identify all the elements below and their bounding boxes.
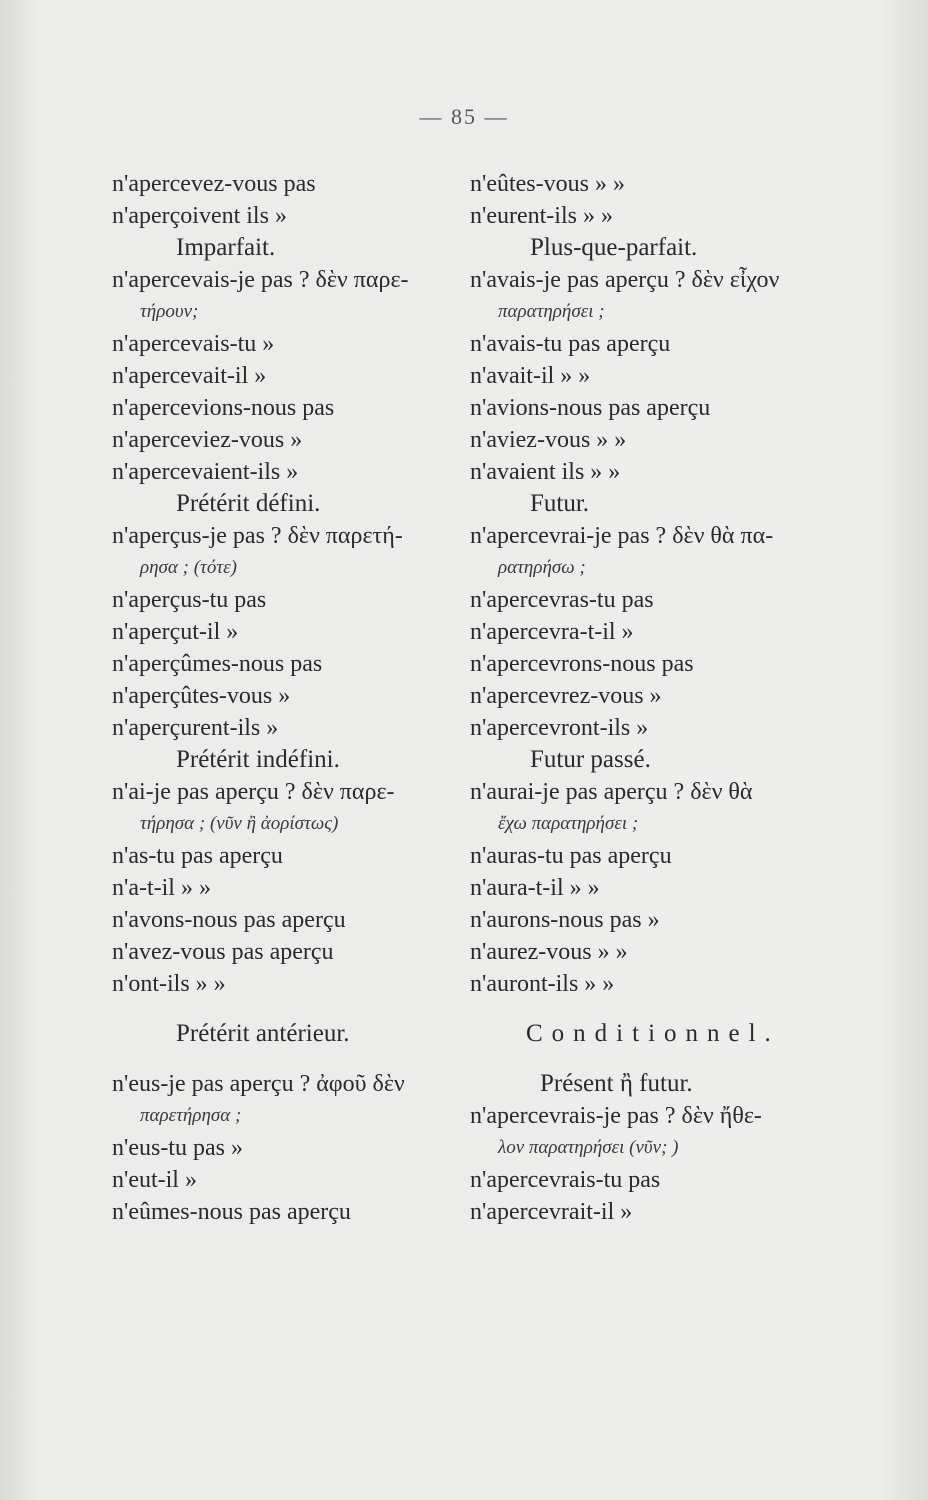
tense-heading: Imparfait. xyxy=(176,234,276,261)
conjugation-line: n'auront-ils » » xyxy=(470,971,615,997)
conjugation-line: n'apercevais-je pas ? δὲν παρε- xyxy=(112,267,409,293)
conjugation-line: n'aurons-nous pas » xyxy=(470,907,660,933)
tense-heading: Prétérit défini. xyxy=(176,490,321,517)
conjugation-line: n'apercevais-tu » xyxy=(112,331,275,357)
conjugation-line: n'apercevrai-je pas ? δὲν θὰ πα- xyxy=(470,523,774,549)
greek-translation-line: παρετήρησα ; xyxy=(140,1105,242,1126)
conjugation-line: n'aperçûtes-vous » xyxy=(112,683,291,709)
conjugation-line: n'apercevrez-vous » xyxy=(470,683,662,709)
conjugation-line: n'aperçut-il » xyxy=(112,619,239,645)
conjugation-line: n'eus-tu pas » xyxy=(112,1135,243,1161)
conjugation-line: n'apercevait-il » xyxy=(112,363,267,389)
right-column xyxy=(470,168,900,1228)
tense-heading: Prétérit antérieur. xyxy=(176,1020,350,1047)
conjugation-line: n'aperçus-je pas ? δὲν παρετή- xyxy=(112,523,403,549)
conjugation-line: n'avait-il » » xyxy=(470,363,591,389)
conjugation-line: n'aperçurent-ils » xyxy=(112,715,279,741)
spacer xyxy=(470,1000,900,1018)
conjugation-line: n'apercevions-nous pas xyxy=(112,395,335,421)
page-number: — 85 — xyxy=(419,104,509,129)
tense-heading: Prétérit indéfini. xyxy=(176,746,340,773)
greek-translation-line: τήρουν; xyxy=(140,301,199,322)
conjugation-line: n'avais-je pas aperçu ? δὲν εἶχον xyxy=(470,267,780,293)
conjugation-line: n'aviez-vous » » xyxy=(470,427,627,453)
conjugation-line: n'apercevront-ils » xyxy=(470,715,649,741)
conjugation-line: n'eus-je pas aperçu ? ἀφοῦ δὲν xyxy=(112,1071,405,1097)
tense-heading: Futur. xyxy=(530,490,590,517)
conjugation-line: n'eurent-ils » » xyxy=(470,203,613,229)
conjugation-line: n'a-t-il » » xyxy=(112,875,211,901)
conjugation-line: n'apercevez-vous pas xyxy=(112,171,316,197)
conjugation-line: n'avons-nous pas aperçu xyxy=(112,907,346,933)
conjugation-line: n'eûtes-vous » » xyxy=(470,171,625,197)
conjugation-line: n'apercevras-tu pas xyxy=(470,587,654,613)
conjugation-line: n'aura-t-il » » xyxy=(470,875,600,901)
greek-translation-line: ἔχω παρατηρήσει ; xyxy=(498,813,639,834)
conjugation-line: n'aperçoivent ils » xyxy=(112,203,287,229)
greek-translation-line: ρατηρήσω ; xyxy=(498,557,586,578)
spacer xyxy=(470,1050,900,1068)
greek-translation-line: ρησα ; (τότε) xyxy=(140,557,237,578)
tense-heading: Plus-que-parfait. xyxy=(530,234,698,261)
tense-heading: Futur passé. xyxy=(530,746,651,773)
conjugation-line: n'auras-tu pas aperçu xyxy=(470,843,672,869)
conjugation-line: n'avais-tu pas aperçu xyxy=(470,331,671,357)
conjugation-line: n'avions-nous pas aperçu xyxy=(470,395,711,421)
conjugation-line: n'aurez-vous » » xyxy=(470,939,628,965)
conjugation-line: n'apercevrons-nous pas xyxy=(470,651,694,677)
greek-translation-line: παρατηρήσει ; xyxy=(498,301,605,322)
conjugation-line: n'aperçûmes-nous pas xyxy=(112,651,323,677)
greek-translation-line: λον παρατηρήσει (νῦν; ) xyxy=(498,1137,679,1158)
conjugation-line: n'apercevrais-je pas ? δὲν ἤθε- xyxy=(470,1103,762,1129)
conjugation-line: n'apercevrais-tu pas xyxy=(470,1167,661,1193)
conjugation-line: n'aperceviez-vous » xyxy=(112,427,303,453)
conjugation-line: n'apercevra-t-il » xyxy=(470,619,634,645)
conjugation-line: n'apercevrait-il » xyxy=(470,1199,633,1225)
conjugation-line: n'aperçus-tu pas xyxy=(112,587,267,613)
conjugation-line: n'as-tu pas aperçu xyxy=(112,843,283,869)
conjugation-line: n'avaient ils » » xyxy=(470,459,621,485)
tense-heading: Présent ἢ futur. xyxy=(540,1070,693,1097)
conjugation-line: n'eut-il » xyxy=(112,1167,197,1193)
conjugation-line: n'ai-je pas aperçu ? δὲν παρε- xyxy=(112,779,395,805)
greek-translation-line: τήρησα ; (νῦν ἢ ἀορίστως) xyxy=(140,813,339,834)
conjugation-line: n'ont-ils » » xyxy=(112,971,226,997)
conjugation-line: n'eûmes-nous pas aperçu xyxy=(112,1199,351,1225)
conjugation-line: n'aurai-je pas aperçu ? δὲν θὰ xyxy=(470,779,753,805)
mood-heading: Conditionnel. xyxy=(526,1020,780,1047)
conjugation-line: n'avez-vous pas aperçu xyxy=(112,939,334,965)
conjugation-line: n'apercevaient-ils » xyxy=(112,459,299,485)
